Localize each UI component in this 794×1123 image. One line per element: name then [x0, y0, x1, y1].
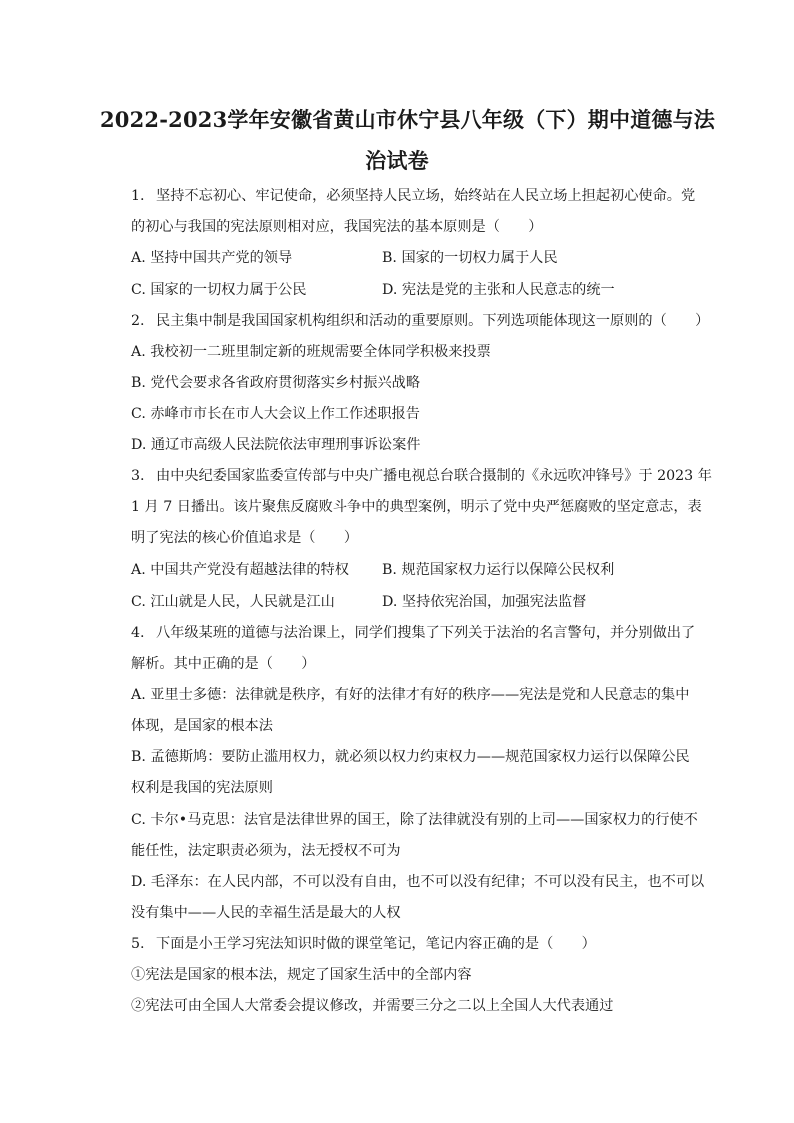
q4-number: 4. — [131, 625, 145, 641]
q2-option-a: A. 我校初一二班里制定新的班规需要全体同学积极来投票 — [131, 344, 491, 360]
q4-option-a-line-2: 体现，是国家的根本法 — [131, 718, 273, 734]
q2-option-d: D. 通辽市高级人民法院依法审理刑事诉讼案件 — [131, 437, 421, 453]
q1-option-d: D. 宪法是党的主张和人民意志的统一 — [382, 282, 615, 298]
q5-number: 5. — [131, 936, 145, 952]
q3-option-d: D. 坚持依宪治国，加强宪法监督 — [382, 594, 587, 610]
q3-stem-line-2: 1 月 7 日播出。该片聚焦反腐败斗争中的典型案例，明示了党中央严惩腐败的坚定意志，表 — [131, 499, 702, 515]
q3-option-c: C. 江山就是人民，人民就是江山 — [131, 594, 335, 610]
q2-option-c: C. 赤峰市市长在市人大会议上作工作述职报告 — [131, 406, 420, 422]
q4-stem-text-1: 八年级某班的道德与法治课上，同学们搜集了下列关于法治的名言警句，并分别做出了 — [156, 625, 696, 641]
q4-option-d-line-2: 没有集中——人民的幸福生活是最大的人权 — [131, 905, 401, 921]
q1-option-b: B. 国家的一切权力属于人民 — [382, 250, 558, 266]
q3-stem-line-3: 明了宪法的核心价值追求是（ ） — [131, 530, 359, 546]
q2-stem-text-1: 民主集中制是我国国家机构组织和活动的重要原则。下列选项能体现这一原则的（ ） — [156, 313, 710, 329]
q2-option-b: B. 党代会要求各省政府贯彻落实乡村振兴战略 — [131, 375, 421, 391]
q4-option-c-line-2: 能任性，法定职责必须为，法无授权不可为 — [131, 843, 401, 859]
q2-number: 2. — [131, 313, 145, 329]
q3-stem-line-1 — [131, 466, 712, 486]
q1-option-a: A. 坚持中国共产党的领导 — [131, 250, 293, 266]
q1-stem-line-2: 的初心与我国的宪法原则相对应，我国宪法的基本原则是（ ） — [131, 219, 543, 235]
q5-item-1: ①宪法是国家的根本法，规定了国家生活中的全部内容 — [131, 967, 472, 983]
exam-title-line-2: 治试卷 — [365, 148, 429, 173]
q3-stem-text-1: 由中央纪委国家监委宣传部与中央广播电视总台联合摄制的《永远吹冲锋号》于 2023 年 — [156, 468, 712, 484]
q1-number: 1. — [131, 188, 145, 204]
q5-stem-line-1 — [131, 934, 596, 954]
q4-stem-line-2: 解析。其中正确的是（ ） — [131, 656, 316, 672]
q3-number: 3. — [131, 468, 145, 484]
exam-title-line-1: 2022-2023学年安徽省黄山市休宁县八年级（下）期中道德与法 — [100, 107, 716, 132]
q1-stem-text-1: 坚持不忘初心、牢记使命，必须坚持人民立场，始终站在人民立场上担起初心使命。党 — [156, 188, 696, 204]
q3-option-b: B. 规范国家权力运行以保障公民权利 — [382, 562, 615, 578]
q4-option-b-line-2: 权利是我国的宪法原则 — [131, 780, 273, 796]
q3-option-a: A. 中国共产党没有超越法律的特权 — [131, 562, 349, 578]
q4-option-a-line-1: A. 亚里士多德：法律就是秩序，有好的法律才有好的秩序——宪法是党和人民意志的集中 — [131, 687, 690, 703]
q2-stem-line-1 — [131, 311, 709, 331]
q5-item-2: ②宪法可由全国人大常委会提议修改，并需要三分之二以上全国人大代表通过 — [131, 998, 614, 1014]
q5-stem-text-1: 下面是小王学习宪法知识时做的课堂笔记，笔记内容正确的是（ ） — [156, 936, 596, 952]
q1-option-c: C. 国家的一切权力属于公民 — [131, 282, 307, 298]
q4-option-d-line-1: D. 毛泽东：在人民内部，不可以没有自由，也不可以没有纪律；不可以没有民主，也不可以 — [131, 874, 705, 890]
q4-stem-line-1 — [131, 623, 695, 643]
q4-option-c-line-1: C. 卡尔•马克思：法官是法律世界的国王，除了法律就没有别的上司——国家权力的行使不 — [131, 812, 698, 828]
q4-option-b-line-1: B. 孟德斯鸠：要防止滥用权力，就必须以权力约束权力——规范国家权力运行以保障公民 — [131, 749, 690, 765]
q1-stem-line-1 — [131, 186, 695, 206]
